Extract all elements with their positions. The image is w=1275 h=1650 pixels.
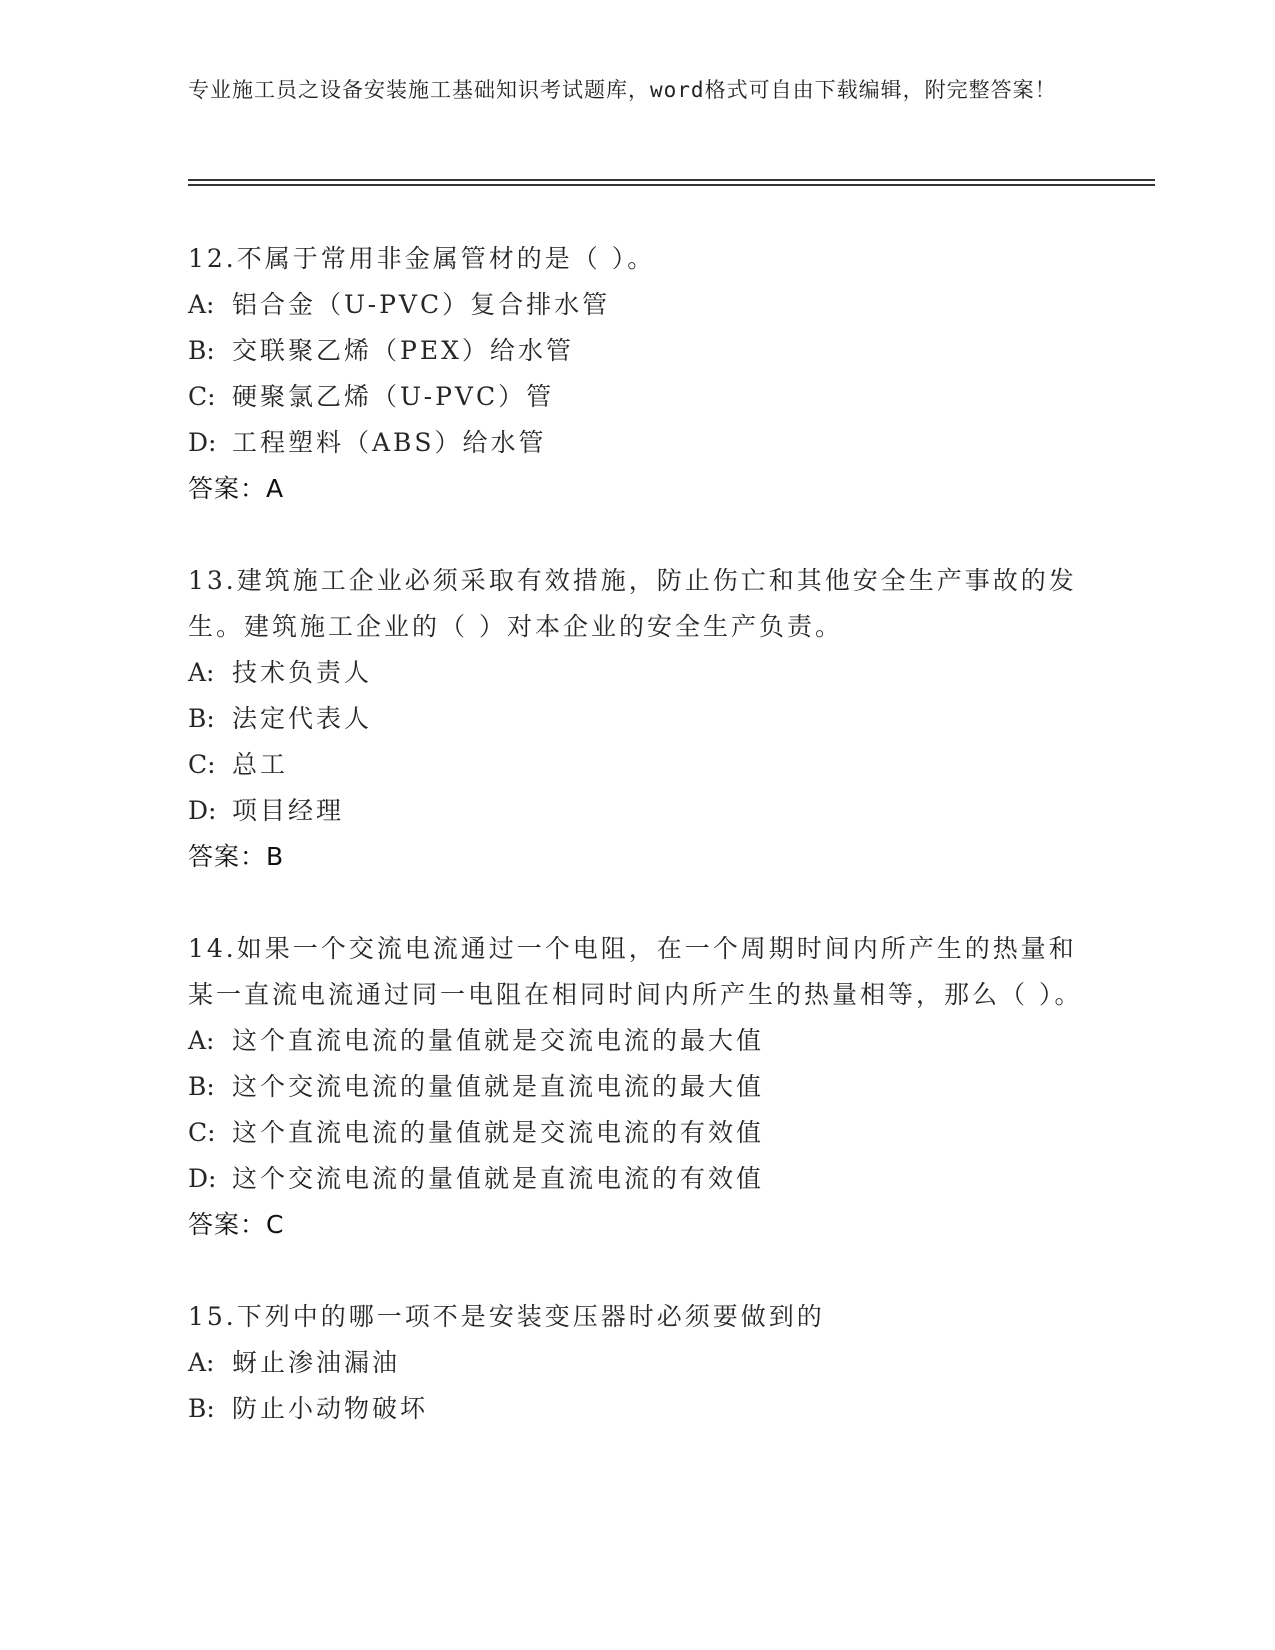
question-14 <box>188 926 1088 1248</box>
option-text: 总工 <box>232 750 289 779</box>
option-c <box>188 374 1088 420</box>
option-letter: A: <box>188 1026 215 1055</box>
option-d <box>188 1156 1088 1202</box>
option-text: 技术负责人 <box>232 658 373 687</box>
option-letter: D: <box>188 1164 217 1193</box>
question-stem: 14.如果一个交流电流通过一个电阻，在一个周期时间内所产生的热量和某一直流电流通过同一电阻在相同时间内所产生的热量相等，那么（ ）。 <box>188 934 1083 1009</box>
option-c <box>188 742 1088 788</box>
option-text: 这个直流电流的量值就是交流电流的有效值 <box>232 1118 765 1147</box>
option-a <box>188 1340 1088 1386</box>
option-text: 铝合金（U-PVC）复合排水管 <box>232 290 611 319</box>
option-letter: B: <box>188 336 215 365</box>
question-stem: 12.不属于常用非金属管材的是（ ）。 <box>188 244 656 273</box>
option-letter: C: <box>188 1118 216 1147</box>
option-text: 项目经理 <box>232 796 345 825</box>
question-list <box>188 236 1088 1478</box>
option-letter: B: <box>188 1394 215 1423</box>
option-text: 法定代表人 <box>232 704 373 733</box>
question-stem: 15.下列中的哪一项不是安装变压器时必须要做到的 <box>188 1302 825 1331</box>
option-b <box>188 1064 1088 1110</box>
option-b <box>188 1386 1088 1432</box>
answer-line: 答案：B <box>188 842 285 871</box>
option-letter: C: <box>188 382 216 411</box>
option-letter: D: <box>188 796 217 825</box>
option-letter: C: <box>188 750 216 779</box>
option-letter: A: <box>188 290 215 319</box>
option-a <box>188 650 1088 696</box>
answer-line: 答案：C <box>188 1210 285 1239</box>
option-letter: D: <box>188 428 217 457</box>
option-text: 蚜止渗油漏油 <box>232 1348 401 1377</box>
option-letter: B: <box>188 1072 215 1101</box>
option-letter: A: <box>188 1348 215 1377</box>
option-d <box>188 788 1088 834</box>
option-c <box>188 1110 1088 1156</box>
option-a <box>188 1018 1088 1064</box>
option-letter: A: <box>188 658 215 687</box>
option-d <box>188 420 1088 466</box>
option-text: 这个交流电流的量值就是直流电流的有效值 <box>232 1164 765 1193</box>
option-b <box>188 696 1088 742</box>
option-text: 防止小动物破坏 <box>232 1394 429 1423</box>
question-15 <box>188 1294 1088 1432</box>
question-12 <box>188 236 1088 512</box>
answer-line: 答案：A <box>188 474 285 503</box>
option-text: 这个交流电流的量值就是直流电流的最大值 <box>232 1072 765 1101</box>
option-text: 这个直流电流的量值就是交流电流的最大值 <box>232 1026 765 1055</box>
option-a <box>188 282 1088 328</box>
question-13 <box>188 558 1088 880</box>
option-text: 工程塑料（ABS）给水管 <box>232 428 547 457</box>
header-divider-top <box>188 179 1155 181</box>
option-b <box>188 328 1088 374</box>
document-header: 专业施工员之设备安装施工基础知识考试题库，word格式可自由下载编辑，附完整答案！ <box>188 78 1057 102</box>
option-text: 硬聚氯乙烯（U-PVC）管 <box>232 382 555 411</box>
option-text: 交联聚乙烯（PEX）给水管 <box>232 336 574 365</box>
header-divider-bottom <box>188 184 1155 186</box>
question-stem: 13.建筑施工企业必须采取有效措施，防止伤亡和其他安全生产事故的发生。建筑施工企业的（ ）对本企业的安全生产负责。 <box>188 566 1077 641</box>
option-letter: B: <box>188 704 215 733</box>
